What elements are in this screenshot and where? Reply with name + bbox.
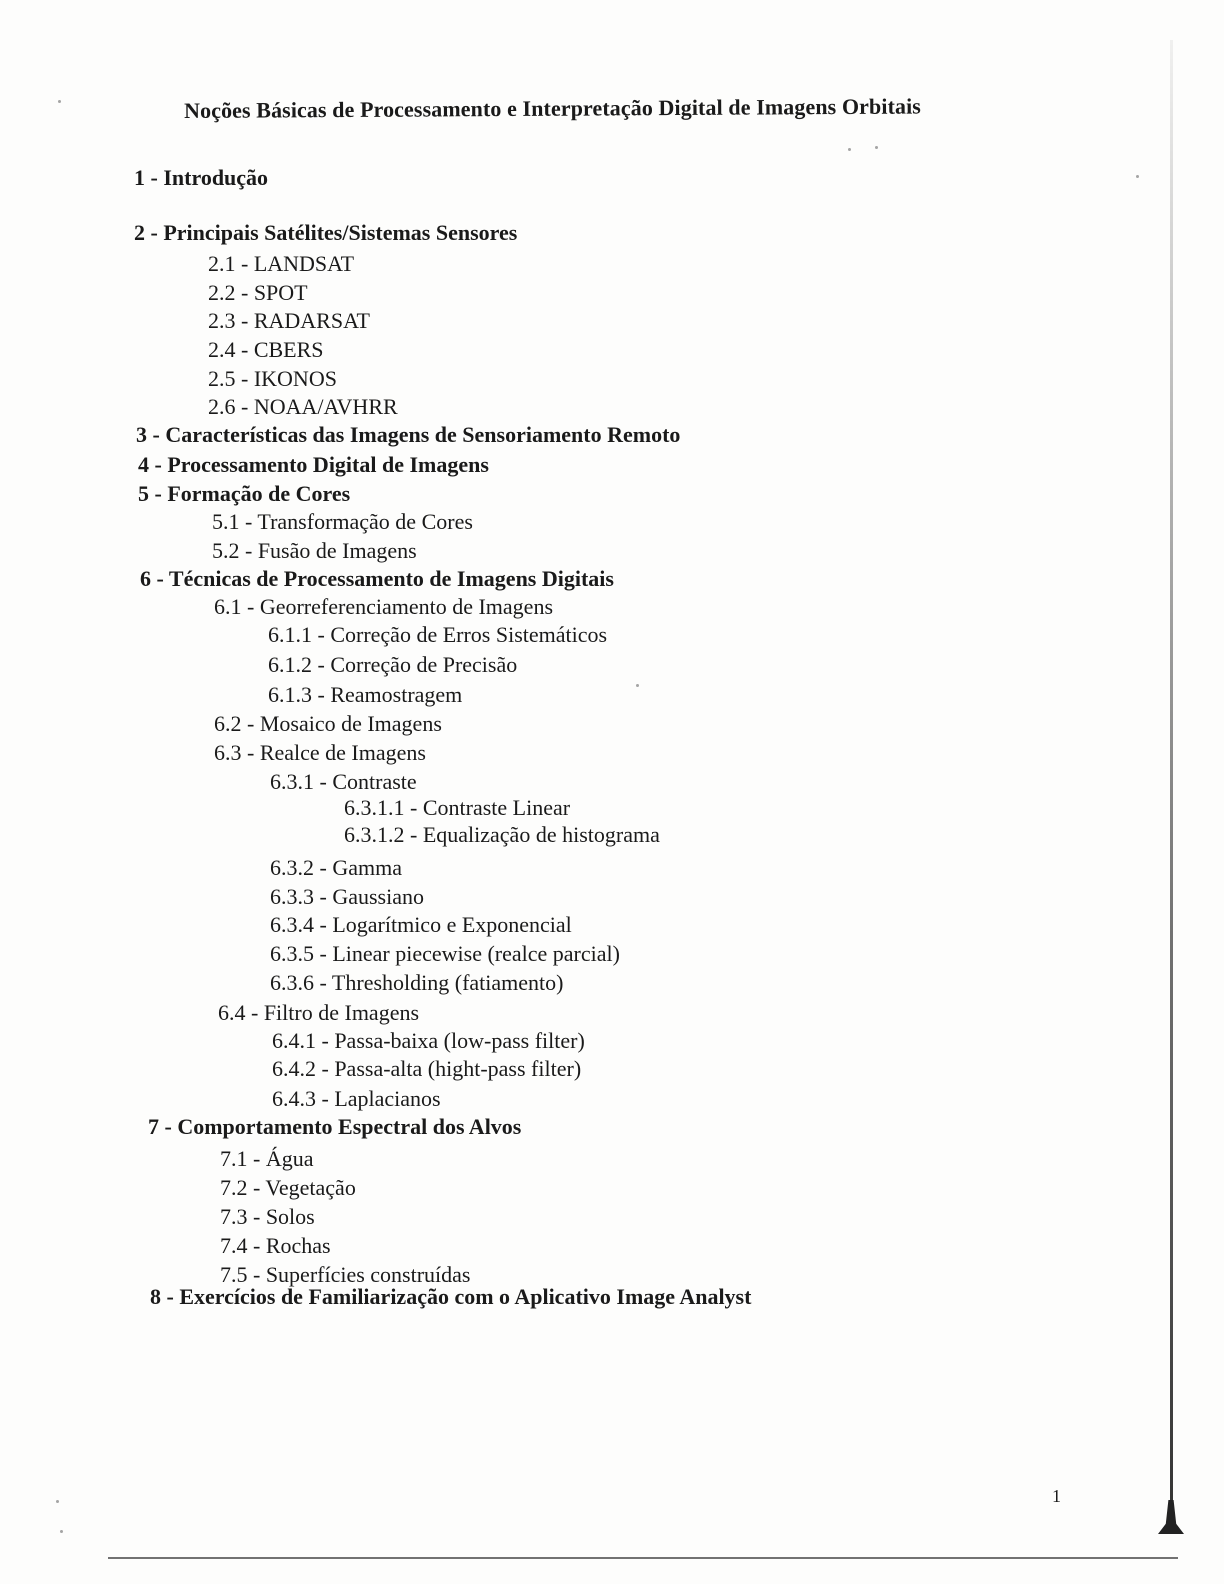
- toc-subsection-item: 6.1.3 - Reamostragem: [268, 682, 463, 707]
- toc-subsection-item: 7.4 - Rochas: [220, 1233, 331, 1258]
- toc-subsection-item: 6.1.1 - Correção de Erros Sistemáticos: [268, 622, 608, 647]
- toc-section-heading: 5 - Formação de Cores: [138, 481, 351, 506]
- toc-subsection-item: 6.3.1.1 - Contraste Linear: [344, 795, 571, 820]
- toc-subsection-item: 6.3.3 - Gaussiano: [270, 884, 424, 909]
- toc-section-heading: 3 - Características das Imagens de Sensoriamento Remoto: [136, 422, 681, 447]
- toc-section-heading: 2 - Principais Satélites/Sistemas Sensores: [134, 220, 518, 245]
- toc-subsection-item: 6.3.2 - Gamma: [270, 855, 402, 880]
- toc-subsection-item: 6.3.4 - Logarítmico e Exponencial: [270, 912, 572, 937]
- toc-section-heading: 4 - Processamento Digital de Imagens: [138, 452, 489, 477]
- toc-subsection-item: 7.2 - Vegetação: [220, 1175, 356, 1200]
- toc-subsection-item: 2.3 - RADARSAT: [208, 308, 370, 333]
- toc-subsection-item: 6.2 - Mosaico de Imagens: [214, 711, 442, 736]
- document-title: Noções Básicas de Processamento e Interpretação Digital de Imagens Orbitais: [184, 93, 922, 123]
- toc-subsection-item: 6.3.1.2 - Equalização de histograma: [344, 822, 660, 847]
- toc-subsection-item: 6.4.3 - Laplacianos: [272, 1086, 441, 1111]
- toc-subsection-item: 2.6 - NOAA/AVHRR: [208, 394, 398, 419]
- toc-subsection-item: 5.2 - Fusão de Imagens: [212, 538, 417, 563]
- toc-subsection-item: 6.1.2 - Correção de Precisão: [268, 652, 518, 677]
- toc-subsection-item: 6.3 - Realce de Imagens: [214, 740, 426, 765]
- toc-subsection-item: 7.3 - Solos: [220, 1204, 315, 1229]
- toc-subsection-item: 2.1 - LANDSAT: [208, 251, 355, 276]
- toc-subsection-item: 6.4.1 - Passa-baixa (low-pass filter): [272, 1028, 585, 1053]
- toc-subsection-item: 2.2 - SPOT: [208, 280, 308, 305]
- toc-subsection-item: 5.1 - Transformação de Cores: [212, 509, 473, 534]
- toc-subsection-item: 7.1 - Água: [220, 1146, 314, 1171]
- toc-subsection-item: 6.4.2 - Passa-alta (hight-pass filter): [272, 1056, 582, 1081]
- toc-section-heading: 7 - Comportamento Espectral dos Alvos: [148, 1114, 522, 1139]
- toc-subsection-item: 6.3.5 - Linear piecewise (realce parcial): [270, 941, 620, 966]
- toc-section-heading: 1 - Introdução: [134, 165, 269, 190]
- toc-subsection-item: 6.3.1 - Contraste: [270, 769, 417, 794]
- toc-section-heading: 6 - Técnicas de Processamento de Imagens Digitais: [140, 566, 614, 591]
- toc-subsection-item: 2.5 - IKONOS: [208, 366, 337, 391]
- toc-subsection-item: 2.4 - CBERS: [208, 337, 324, 362]
- toc-section-heading: 8 - Exercícios de Familiarização com o Aplicativo Image Analyst: [150, 1284, 752, 1309]
- toc-subsection-item: 6.1 - Georreferenciamento de Imagens: [214, 594, 554, 619]
- page-number: 1: [1052, 1486, 1061, 1506]
- toc-subsection-item: 6.3.6 - Thresholding (fatiamento): [270, 970, 564, 995]
- toc-subsection-item: 6.4 - Filtro de Imagens: [218, 1000, 420, 1025]
- toc-subsection-item: 7.5 - Superfícies construídas: [220, 1262, 471, 1287]
